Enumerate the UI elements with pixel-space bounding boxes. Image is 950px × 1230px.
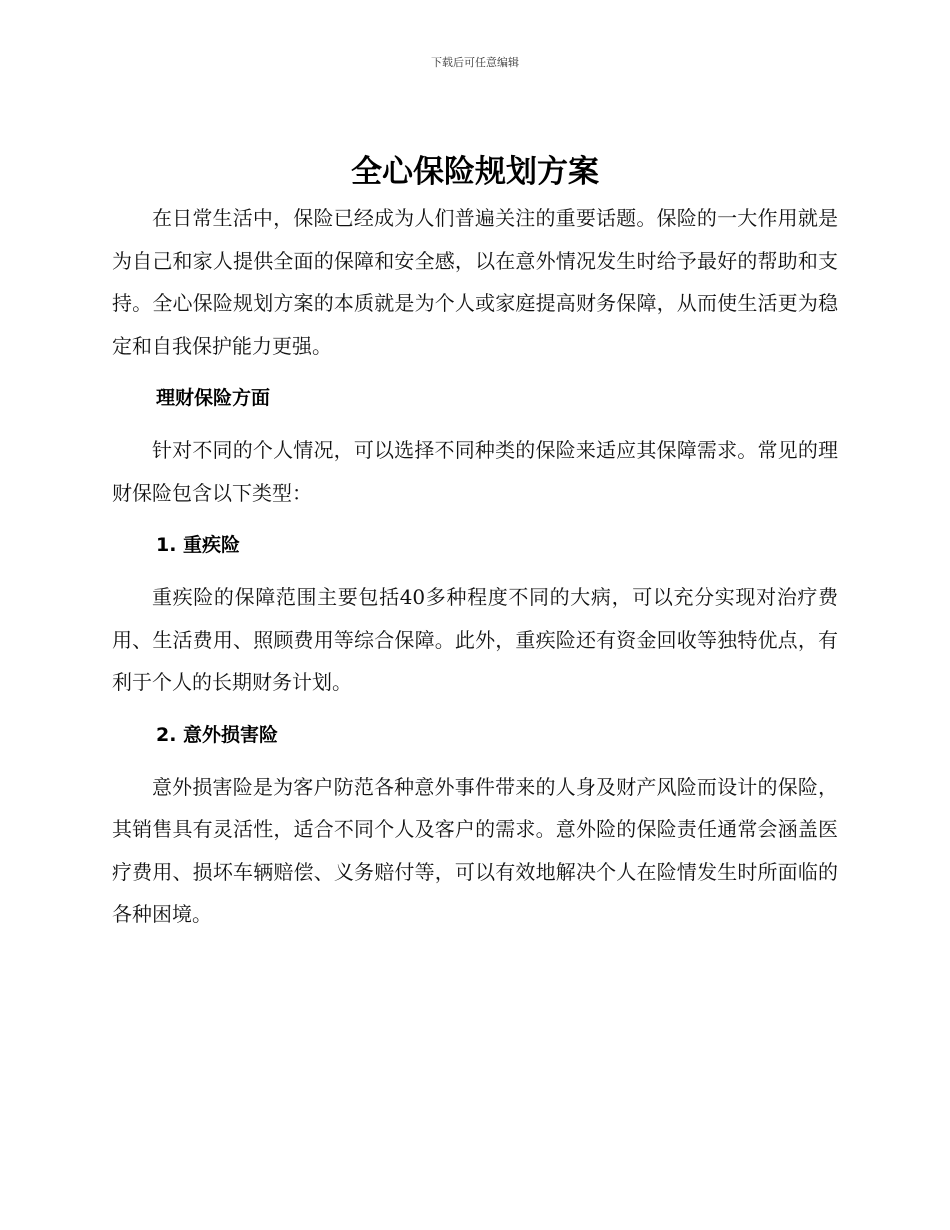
item-heading-accident-insurance: 2. 意外损害险 (156, 723, 279, 746)
document-title: 全心保险规划方案 (351, 154, 599, 190)
item-heading-critical-illness: 1. 重疾险 (156, 534, 241, 556)
intro-paragraph: 在日常生活中，保险已经成为人们普遍关注的重要话题。保险的一大作用就是为自己和家人提供全面的保障和安全感，以在意外情况发生时给予最好的帮助和支持。全心保险规划方案的本质就是为个人或家庭提高财务保障，从而使生活更为稳定和自我保护能力更强。 (112, 206, 838, 358)
item-paragraph-accident-insurance: 意外损害险是为客户防范各种意外事件带来的人身及财产风险而设计的保险，其销售具有灵活性，适合不同个人及客户的需求。意外险的保险责任通常会涵盖医疗费用、损坏车辆赔偿、义务赔付等，可以有效地解决个人在险情发生时所面临的各种困境。 (112, 774, 838, 926)
section-heading-wealth-insurance: 理财保险方面 (156, 387, 271, 409)
section-paragraph-wealth-insurance: 针对不同的个人情况，可以选择不同种类的保险来适应其保障需求。常见的理财保险包含以下类型： (112, 438, 838, 505)
document-body (112, 150, 838, 936)
header-note: 下载后可任意编辑 (431, 56, 519, 69)
item-paragraph-critical-illness: 重疾险的保障范围主要包括40多种程度不同的大病，可以充分实现对治疗费用、生活费用、照顾费用等综合保障。此外，重疾险还有资金回收等独特优点，有利于个人的长期财务计划。 (112, 585, 838, 694)
